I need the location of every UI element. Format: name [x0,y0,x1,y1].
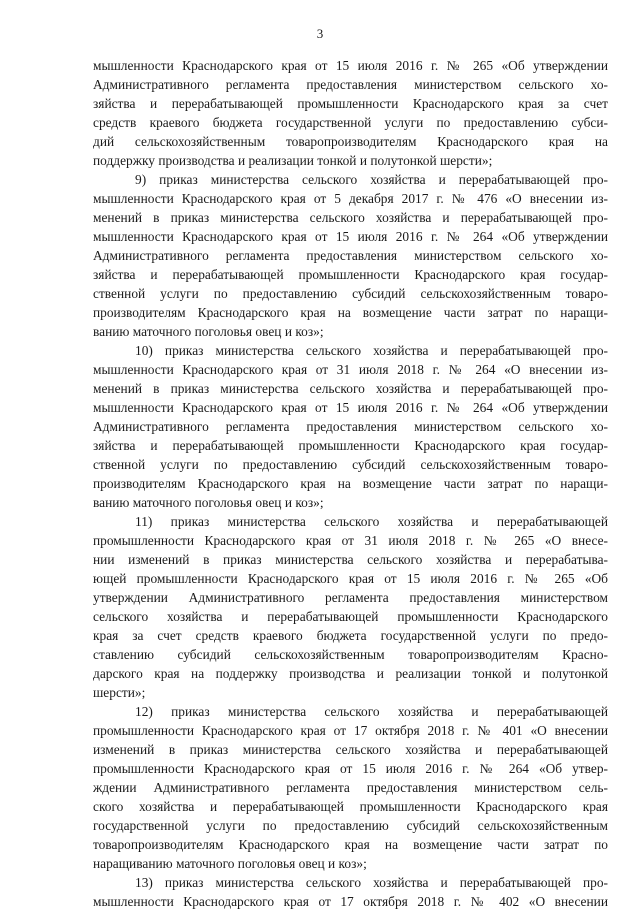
text-line: ющей промышленности Краснодарского края от 15 июля 2016 г. № 265 «Об [93,571,608,586]
text-line: Административного регламента предоставления министерством сельского хо- [93,248,608,263]
text-line: дарского края на поддержку производства и реализации тонкой и полутонкой [93,666,608,681]
document-body [93,56,608,911]
text-line: нии изменений в приказ министерства сельского хозяйства и перерабатыва- [93,552,608,567]
text-line: наращиванию маточного поголовья овец и коз»; [93,856,367,871]
text-line: изменений в приказ министерства сельского хозяйства и перерабатывающей [93,742,608,757]
text-line: зяйства и перерабатывающей промышленности Краснодарского края государ- [93,438,608,453]
text-line: мышленности Краснодарского края от 15 июля 2016 г. № 264 «Об утверждении [93,400,608,415]
text-line: зяйства и перерабатывающей промышленности Краснодарского края государ- [93,267,608,282]
text-line: менений в приказ министерства сельского хозяйства и перерабатывающей про- [93,381,608,396]
text-line: 9) приказ министерства сельского хозяйства и перерабатывающей про- [135,172,608,187]
text-line: утверждении Административного регламента предоставления министерством [93,590,608,605]
text-line: мышленности Краснодарского края от 17 октября 2018 г. № 402 «О внесении [93,894,608,909]
text-line: ванию маточного поголовья овец и коз»; [93,324,324,339]
text-line: 10) приказ министерства сельского хозяйства и перерабатывающей про- [135,343,608,358]
text-line: поддержку производства и реализации тонкой и полутонкой шерсти»; [93,153,493,168]
text-line: средств краевого бюджета государственной услуги по предоставлению субси- [93,115,608,130]
text-line: ждении Административного регламента предоставления министерством сель- [93,780,608,795]
text-line: шерсти»; [93,685,146,700]
text-line: мышленности Краснодарского края от 15 июля 2016 г. № 264 «Об утверждении [93,229,608,244]
text-line: ского хозяйства и перерабатывающей промышленности Краснодарского края [93,799,608,814]
text-line: мышленности Краснодарского края от 5 декабря 2017 г. № 476 «О внесении из- [93,191,608,206]
text-line: ставлению субсидий сельскохозяйственным товаропроизводителям Красно- [93,647,608,662]
text-line: 12) приказ министерства сельского хозяйства и перерабатывающей [135,704,608,719]
text-line: 13) приказ министерства сельского хозяйства и перерабатывающей про- [135,875,608,890]
text-line: Административного регламента предоставления министерством сельского хо- [93,77,608,92]
text-line: мышленности Краснодарского края от 31 июля 2018 г. № 264 «О внесении из- [93,362,608,377]
text-line: промышленности Краснодарского края от 31 июля 2018 г. № 265 «О внесе- [93,533,608,548]
page-number: 3 [316,26,324,41]
text-line: сельского хозяйства и перерабатывающей промышленности Краснодарского [93,609,608,624]
text-line: мышленности Краснодарского края от 15 июля 2016 г. № 265 «Об утверждении [93,58,608,73]
text-line: промышленности Краснодарского края от 17 октября 2018 г. № 401 «О внесении [93,723,608,738]
text-line: производителям Краснодарского края на возмещение части затрат по наращи- [93,476,608,491]
text-line: 11) приказ министерства сельского хозяйства и перерабатывающей [135,514,608,529]
text-line: ственной услуги по предоставлению субсидий сельскохозяйственным товаро- [93,286,608,301]
text-line: государственной услуги по предоставлению субсидий сельскохозяйственным [93,818,608,833]
text-line: Административного регламента предоставления министерством сельского хо- [93,419,608,434]
text-line: товаропроизводителям Краснодарского края на возмещение части затрат по [93,837,608,852]
text-line: ственной услуги по предоставлению субсидий сельскохозяйственным товаро- [93,457,608,472]
text-line: дий сельскохозяйственным товаропроизводителям Краснодарского края на [93,134,608,149]
text-line: зяйства и перерабатывающей промышленности Краснодарского края за счет [93,96,608,111]
text-line: края за счет средств краевого бюджета государственной услуги по предо- [93,628,608,643]
text-line: ванию маточного поголовья овец и коз»; [93,495,324,510]
text-line: менений в приказ министерства сельского хозяйства и перерабатывающей про- [93,210,608,225]
text-line: производителям Краснодарского края на возмещение части затрат по наращи- [93,305,608,320]
text-line: промышленности Краснодарского края от 15 июля 2016 г. № 264 «Об утвер- [93,761,608,776]
